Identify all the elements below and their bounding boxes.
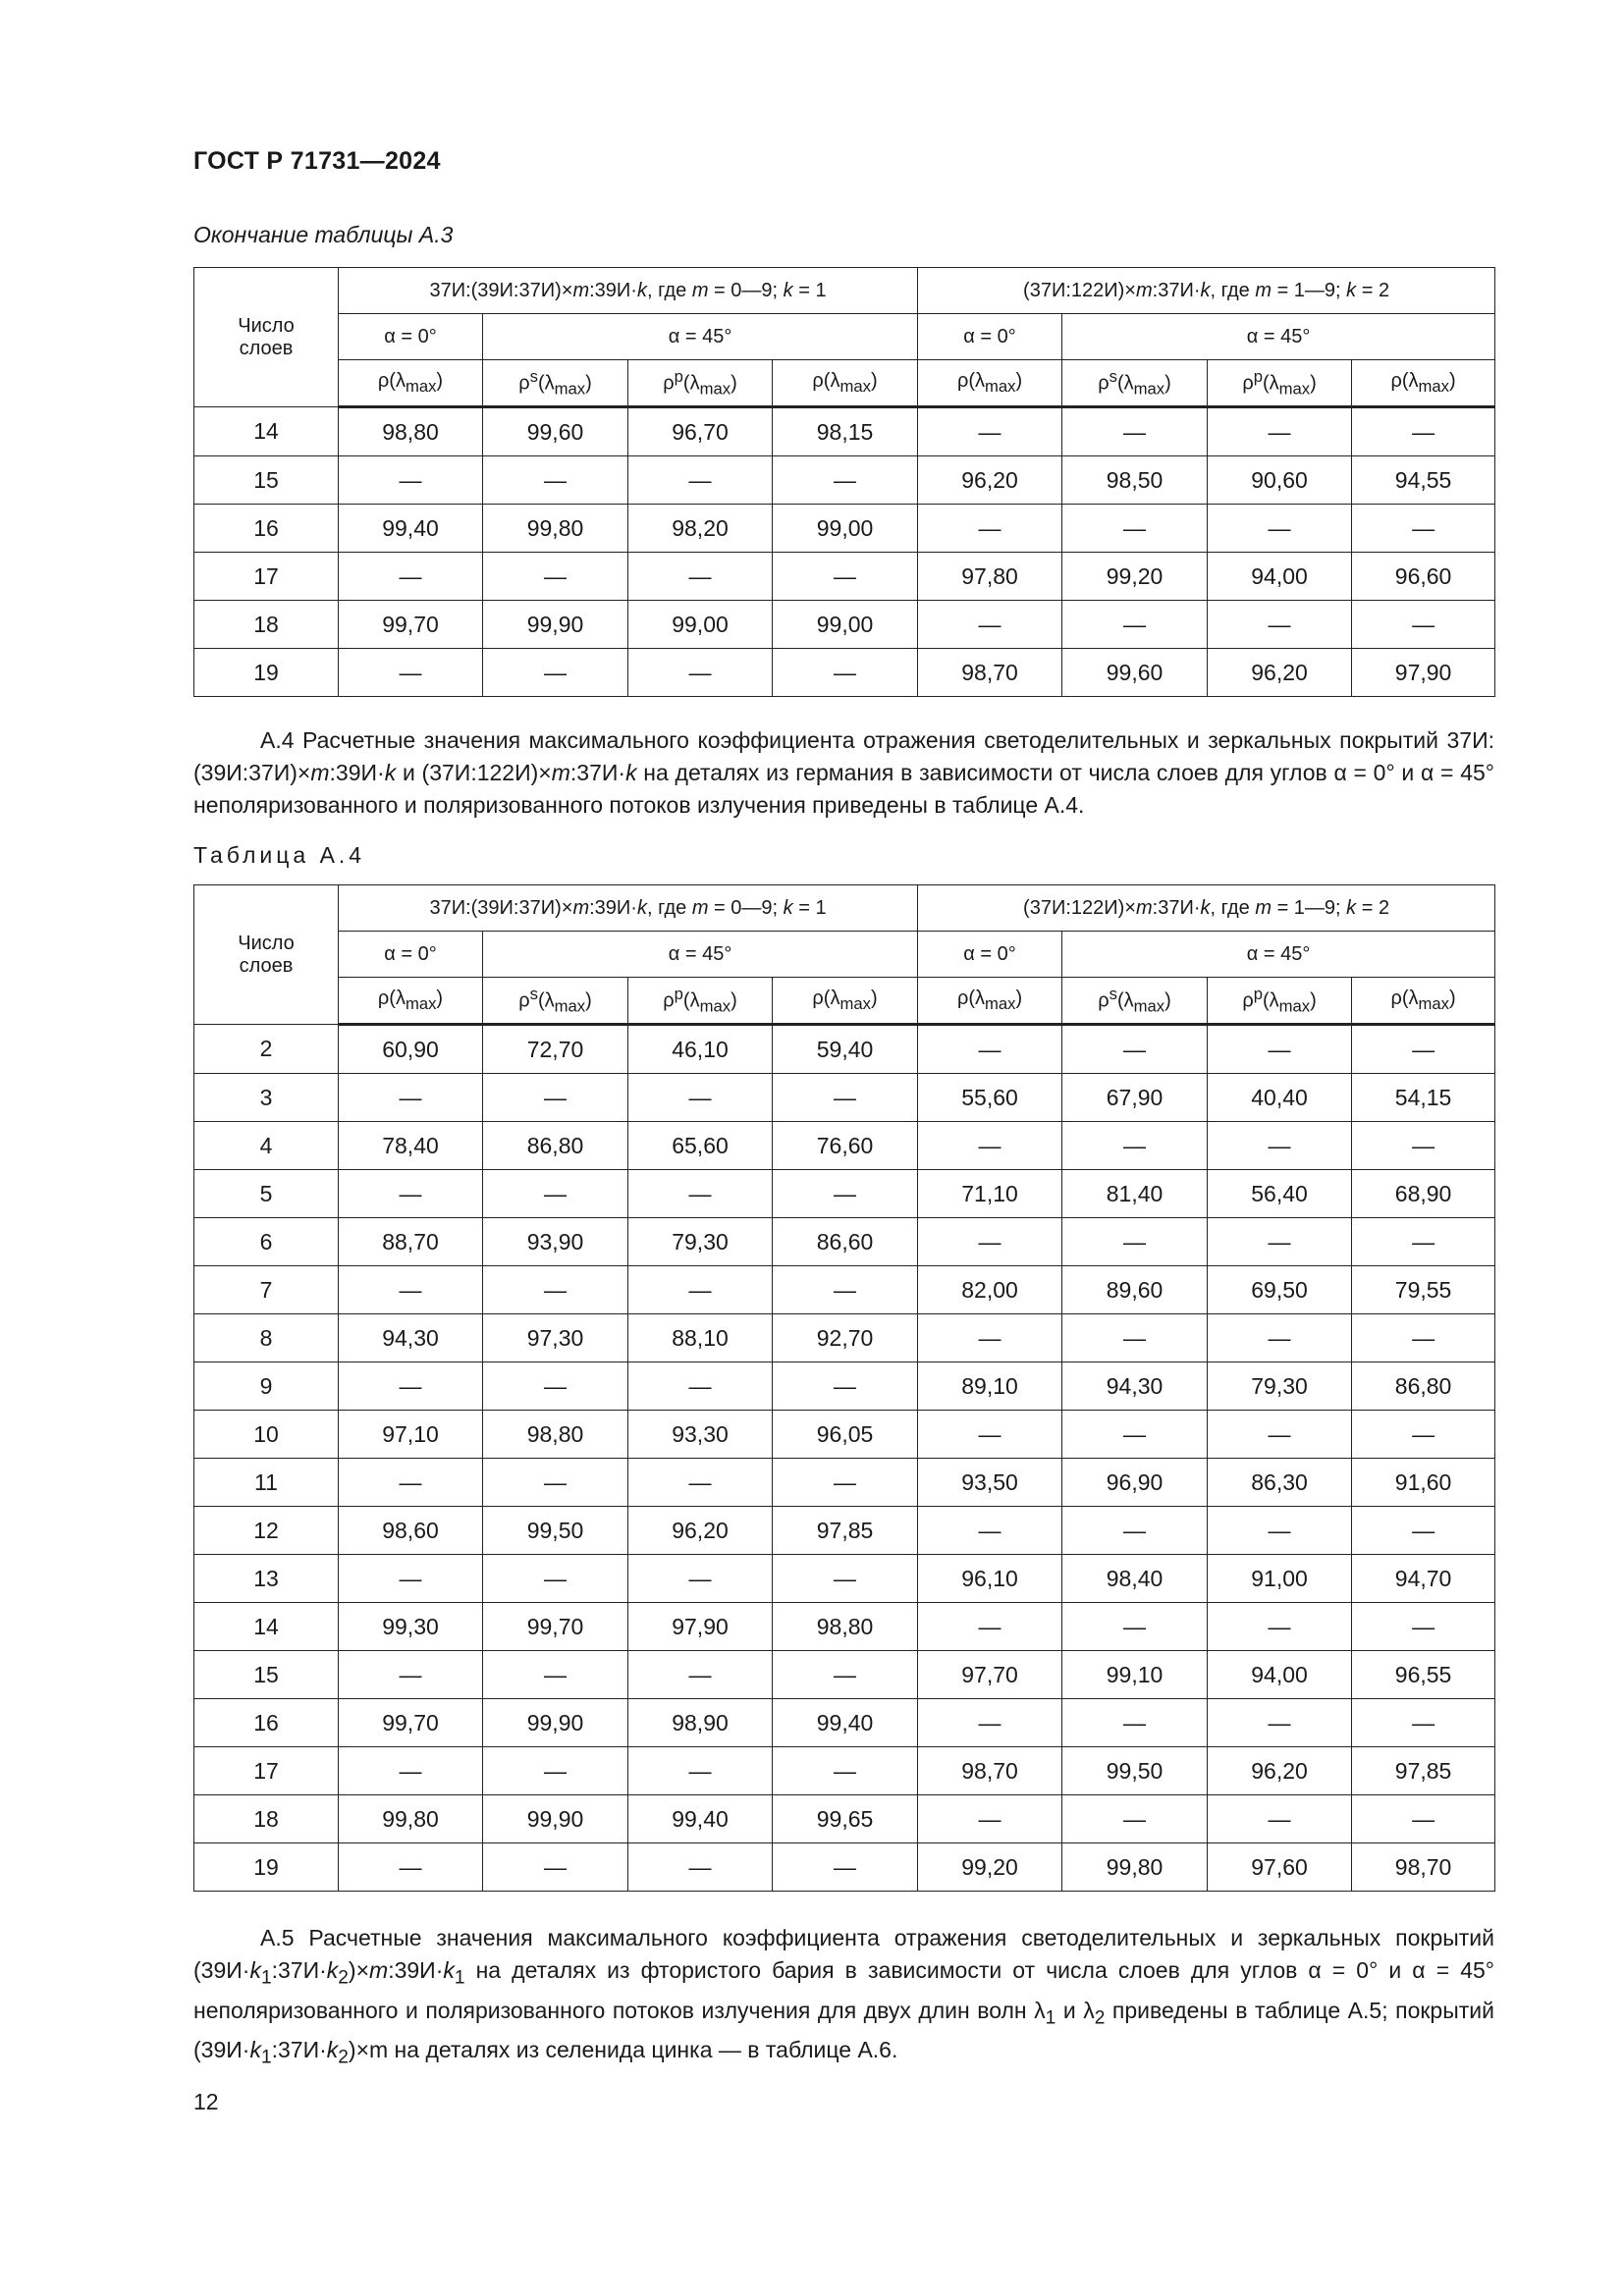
value-cell: 99,90	[483, 1699, 628, 1747]
value-cell: 94,00	[1208, 553, 1352, 601]
value-cell: 71,10	[918, 1170, 1062, 1218]
value-cell: —	[339, 1747, 483, 1795]
layer-count-cell: 7	[194, 1266, 339, 1314]
value-cell: —	[339, 1555, 483, 1603]
value-cell: 92,70	[773, 1314, 918, 1362]
value-cell: —	[1208, 1603, 1352, 1651]
value-cell: —	[773, 649, 918, 697]
value-cell: 99,50	[483, 1507, 628, 1555]
table-row	[194, 1795, 1495, 1843]
value-cell: —	[1062, 505, 1208, 553]
value-cell: —	[339, 649, 483, 697]
value-cell: 72,70	[483, 1025, 628, 1074]
layer-count-cell: 4	[194, 1122, 339, 1170]
value-cell: —	[1208, 1314, 1352, 1362]
value-cell: 99,00	[773, 601, 918, 649]
value-cell: —	[773, 553, 918, 601]
value-cell: —	[918, 1411, 1062, 1459]
value-cell: —	[918, 1122, 1062, 1170]
table-row	[194, 1314, 1495, 1362]
value-cell: —	[1208, 1795, 1352, 1843]
value-cell: —	[1208, 1699, 1352, 1747]
layer-count-cell: 15	[194, 456, 339, 505]
value-cell: 99,40	[773, 1699, 918, 1747]
value-cell: 99,00	[773, 505, 918, 553]
value-cell: —	[483, 456, 628, 505]
value-cell: —	[918, 601, 1062, 649]
value-cell: 99,00	[628, 601, 773, 649]
value-cell: 99,60	[1062, 649, 1208, 697]
value-cell: —	[1352, 1603, 1495, 1651]
value-cell: 96,10	[918, 1555, 1062, 1603]
layers-column-header	[194, 885, 339, 1025]
table-row	[194, 1411, 1495, 1459]
value-cell: 93,50	[918, 1459, 1062, 1507]
layers-label-line1: Число	[238, 932, 295, 954]
value-cell: 98,70	[918, 1747, 1062, 1795]
value-cell: —	[773, 1747, 918, 1795]
table-row	[194, 1362, 1495, 1411]
value-cell: 99,70	[339, 1699, 483, 1747]
value-cell: —	[483, 1747, 628, 1795]
value-cell: 79,55	[1352, 1266, 1495, 1314]
value-cell: —	[773, 1266, 918, 1314]
value-cell: —	[1062, 1314, 1208, 1362]
value-cell: —	[1352, 1218, 1495, 1266]
table-row	[194, 1843, 1495, 1892]
value-cell: 97,30	[483, 1314, 628, 1362]
value-cell: 89,60	[1062, 1266, 1208, 1314]
value-cell: —	[1208, 1025, 1352, 1074]
layers-label-line2: слоев	[239, 337, 294, 359]
value-cell: 59,40	[773, 1025, 918, 1074]
table-a3-caption: Окончание таблицы А.3	[193, 222, 454, 247]
value-cell: 65,60	[628, 1122, 773, 1170]
value-cell: 99,40	[339, 505, 483, 553]
layer-count-cell: 10	[194, 1411, 339, 1459]
table-row	[194, 553, 1495, 601]
value-cell: 81,40	[1062, 1170, 1208, 1218]
table-row	[194, 1507, 1495, 1555]
value-cell: —	[483, 553, 628, 601]
paragraph-a5: А.5 Расчетные значения максимального коэффициента отражения светоделительных и зеркальных покрытий $(39И\cdot k_1:37И\cdot k_2)\times m:39И\cdot k_1$ на деталях из фтористого бария в зависимости от числа слоев для углов α = 0° и α = 45° неполяризованного и поляризованного потоков излучения для двух длин волн $\lambda_1$ и $\lambda_2$ приведены в таблице А.5; покрытий $(39И\cdot k_1:37И\cdot k_2)\times m$ на деталях из селенида цинка — в таблице А.6.	[193, 1925, 1494, 2068]
layer-count-cell: 2	[194, 1025, 339, 1074]
value-cell: 98,90	[628, 1699, 773, 1747]
value-cell: 94,55	[1352, 456, 1495, 505]
value-cell: 99,70	[483, 1603, 628, 1651]
value-cell: 97,90	[628, 1603, 773, 1651]
value-cell: —	[628, 649, 773, 697]
value-cell: —	[918, 1603, 1062, 1651]
value-cell: 97,60	[1208, 1843, 1352, 1892]
value-cell: 99,20	[918, 1843, 1062, 1892]
value-cell: 99,40	[628, 1795, 773, 1843]
angle-45-header: α = 45°	[1062, 314, 1495, 360]
value-cell: 99,60	[483, 407, 628, 456]
value-cell: —	[1062, 1122, 1208, 1170]
value-cell: —	[773, 1459, 918, 1507]
value-cell: 96,90	[1062, 1459, 1208, 1507]
layer-count-cell: 5	[194, 1170, 339, 1218]
value-cell: 97,80	[918, 553, 1062, 601]
value-cell: 96,55	[1352, 1651, 1495, 1699]
value-cell: 93,30	[628, 1411, 773, 1459]
value-cell: —	[918, 1795, 1062, 1843]
value-cell: 67,90	[1062, 1074, 1208, 1122]
table-row	[194, 1122, 1495, 1170]
value-cell: 93,90	[483, 1218, 628, 1266]
table-row	[194, 1699, 1495, 1747]
group1-header: 37И:(39И:37И)×m:39И·k, где m = 0—9; k = 1	[339, 885, 918, 932]
value-cell: —	[483, 1843, 628, 1892]
value-cell: 94,30	[339, 1314, 483, 1362]
value-cell: —	[1062, 1218, 1208, 1266]
rho-s-header: $\rho^s(\lambda_{max})$	[1062, 360, 1208, 407]
layer-count-cell: 18	[194, 601, 339, 649]
layer-count-cell: 18	[194, 1795, 339, 1843]
rho-header: $\rho(\lambda_{max})$	[1352, 360, 1495, 407]
rho-header: $\rho(\lambda_{max})$	[1352, 978, 1495, 1025]
value-cell: 97,70	[918, 1651, 1062, 1699]
value-cell: 54,15	[1352, 1074, 1495, 1122]
value-cell: —	[1208, 1507, 1352, 1555]
value-cell: 79,30	[628, 1218, 773, 1266]
value-cell: —	[339, 1459, 483, 1507]
rho-s-header: $\rho^s(\lambda_{max})$	[483, 978, 628, 1025]
value-cell: —	[1062, 1507, 1208, 1555]
table-a3-body	[194, 407, 1495, 697]
value-cell: 91,60	[1352, 1459, 1495, 1507]
table-row	[194, 601, 1495, 649]
table-a4-caption: Таблица А.4	[193, 842, 366, 868]
layer-count-cell: 15	[194, 1651, 339, 1699]
value-cell: 96,05	[773, 1411, 918, 1459]
layers-label-line2: слоев	[239, 954, 294, 977]
value-cell: —	[918, 1507, 1062, 1555]
table-row	[194, 1603, 1495, 1651]
table-row	[194, 1218, 1495, 1266]
table-row	[194, 1555, 1495, 1603]
value-cell: —	[483, 649, 628, 697]
value-cell: —	[339, 1266, 483, 1314]
layer-count-cell: 9	[194, 1362, 339, 1411]
table-a3	[193, 267, 1495, 697]
value-cell: 96,70	[628, 407, 773, 456]
value-cell: 86,80	[483, 1122, 628, 1170]
table-a4-header	[194, 885, 1495, 1025]
table-a4	[193, 884, 1495, 1892]
value-cell: 98,15	[773, 407, 918, 456]
table-row	[194, 1025, 1495, 1074]
rho-header: $\rho(\lambda_{max})$	[339, 978, 483, 1025]
paragraph-a4: А.4 Расчетные значения максимального коэффициента отражения светоделительных и зеркальных покрытий 37И:(39И:37И)×m:39И·k и (37И:122И)×m:37И·k на деталях из германия в зависимости от числа слоев для углов α = 0° и α = 45° неполяризованного и поляризованного потоков излучения приведены в таблице А.4.	[193, 727, 1494, 818]
table-row	[194, 1266, 1495, 1314]
value-cell: —	[339, 1074, 483, 1122]
value-cell: 99,80	[483, 505, 628, 553]
value-cell: —	[1352, 1025, 1495, 1074]
value-cell: 46,10	[628, 1025, 773, 1074]
value-cell: —	[1208, 1218, 1352, 1266]
value-cell: 88,10	[628, 1314, 773, 1362]
layer-count-cell: 19	[194, 649, 339, 697]
table-a4-body	[194, 1025, 1495, 1892]
value-cell: —	[1062, 1603, 1208, 1651]
value-cell: 99,30	[339, 1603, 483, 1651]
value-cell: —	[918, 1314, 1062, 1362]
value-cell: 98,20	[628, 505, 773, 553]
value-cell: 99,80	[339, 1795, 483, 1843]
layer-count-cell: 6	[194, 1218, 339, 1266]
table-row	[194, 505, 1495, 553]
table-a3-header	[194, 268, 1495, 407]
value-cell: 88,70	[339, 1218, 483, 1266]
value-cell: —	[773, 1555, 918, 1603]
value-cell: 98,40	[1062, 1555, 1208, 1603]
rho-p-header: $\rho^p(\lambda_{max})$	[1208, 360, 1352, 407]
rho-header: $\rho(\lambda_{max})$	[773, 360, 918, 407]
value-cell: —	[1062, 407, 1208, 456]
value-cell: 96,20	[628, 1507, 773, 1555]
layers-label-line1: Число	[238, 314, 295, 337]
value-cell: 99,80	[1062, 1843, 1208, 1892]
value-cell: —	[1208, 1122, 1352, 1170]
layers-column-header	[194, 268, 339, 407]
value-cell: —	[1352, 1795, 1495, 1843]
layer-count-cell: 8	[194, 1314, 339, 1362]
value-cell: —	[628, 1459, 773, 1507]
value-cell: 99,10	[1062, 1651, 1208, 1699]
layer-count-cell: 14	[194, 407, 339, 456]
table-row	[194, 1459, 1495, 1507]
value-cell: —	[918, 1025, 1062, 1074]
value-cell: —	[1208, 407, 1352, 456]
value-cell: —	[339, 456, 483, 505]
value-cell: —	[628, 1843, 773, 1892]
value-cell: —	[773, 1170, 918, 1218]
table-row	[194, 1074, 1495, 1122]
value-cell: —	[628, 1362, 773, 1411]
value-cell: —	[1352, 1314, 1495, 1362]
value-cell: 79,30	[1208, 1362, 1352, 1411]
value-cell: —	[339, 1843, 483, 1892]
rho-p-header: $\rho^p(\lambda_{max})$	[628, 978, 773, 1025]
value-cell: 99,70	[339, 601, 483, 649]
value-cell: 86,80	[1352, 1362, 1495, 1411]
value-cell: —	[628, 456, 773, 505]
value-cell: 96,60	[1352, 553, 1495, 601]
angle-45-header: α = 45°	[1062, 932, 1495, 978]
value-cell: —	[918, 1699, 1062, 1747]
value-cell: —	[1208, 1411, 1352, 1459]
value-cell: —	[918, 1218, 1062, 1266]
value-cell: 76,60	[773, 1122, 918, 1170]
rho-header: $\rho(\lambda_{max})$	[918, 978, 1062, 1025]
value-cell: 89,10	[918, 1362, 1062, 1411]
value-cell: 96,20	[1208, 649, 1352, 697]
value-cell: 96,20	[1208, 1747, 1352, 1795]
value-cell: —	[773, 1843, 918, 1892]
angle-0-header: α = 0°	[339, 932, 483, 978]
value-cell: —	[483, 1459, 628, 1507]
layer-count-cell: 14	[194, 1603, 339, 1651]
value-cell: —	[628, 1266, 773, 1314]
table-row	[194, 407, 1495, 456]
rho-s-header: $\rho^s(\lambda_{max})$	[483, 360, 628, 407]
value-cell: —	[483, 1555, 628, 1603]
value-cell: —	[483, 1362, 628, 1411]
value-cell: 99,20	[1062, 553, 1208, 601]
value-cell: —	[483, 1651, 628, 1699]
value-cell: 98,80	[483, 1411, 628, 1459]
value-cell: 99,50	[1062, 1747, 1208, 1795]
value-cell: 98,70	[918, 649, 1062, 697]
value-cell: 86,60	[773, 1218, 918, 1266]
angle-45-header: α = 45°	[483, 314, 918, 360]
table-row	[194, 1747, 1495, 1795]
value-cell: 97,85	[773, 1507, 918, 1555]
value-cell: —	[1062, 1795, 1208, 1843]
value-cell: —	[339, 1651, 483, 1699]
angle-0-header: α = 0°	[918, 314, 1062, 360]
table-row	[194, 1651, 1495, 1699]
value-cell: —	[628, 553, 773, 601]
value-cell: —	[1208, 505, 1352, 553]
value-cell: —	[628, 1555, 773, 1603]
value-cell: —	[773, 456, 918, 505]
value-cell: —	[1208, 601, 1352, 649]
value-cell: —	[1352, 1411, 1495, 1459]
value-cell: 98,50	[1062, 456, 1208, 505]
value-cell: 56,40	[1208, 1170, 1352, 1218]
page-number: 12	[193, 2089, 219, 2114]
value-cell: 60,90	[339, 1025, 483, 1074]
value-cell: —	[628, 1747, 773, 1795]
value-cell: 97,85	[1352, 1747, 1495, 1795]
value-cell: —	[1352, 1122, 1495, 1170]
value-cell: —	[918, 505, 1062, 553]
rho-header: $\rho(\lambda_{max})$	[773, 978, 918, 1025]
value-cell: —	[1352, 407, 1495, 456]
value-cell: 98,70	[1352, 1843, 1495, 1892]
value-cell: —	[628, 1170, 773, 1218]
value-cell: —	[339, 1362, 483, 1411]
value-cell: —	[483, 1074, 628, 1122]
layer-count-cell: 16	[194, 1699, 339, 1747]
value-cell: 69,50	[1208, 1266, 1352, 1314]
value-cell: 94,00	[1208, 1651, 1352, 1699]
layer-count-cell: 17	[194, 1747, 339, 1795]
value-cell: 55,60	[918, 1074, 1062, 1122]
rho-s-header: $\rho^s(\lambda_{max})$	[1062, 978, 1208, 1025]
value-cell: 94,70	[1352, 1555, 1495, 1603]
value-cell: —	[628, 1074, 773, 1122]
angle-0-header: α = 0°	[918, 932, 1062, 978]
value-cell: 68,90	[1352, 1170, 1495, 1218]
document-id-header: ГОСТ Р 71731—2024	[193, 147, 441, 175]
layer-count-cell: 3	[194, 1074, 339, 1122]
rho-header: $\rho(\lambda_{max})$	[339, 360, 483, 407]
value-cell: —	[1352, 601, 1495, 649]
value-cell: 99,65	[773, 1795, 918, 1843]
value-cell: —	[773, 1651, 918, 1699]
angle-0-header: α = 0°	[339, 314, 483, 360]
value-cell: 90,60	[1208, 456, 1352, 505]
layer-count-cell: 11	[194, 1459, 339, 1507]
value-cell: —	[773, 1074, 918, 1122]
value-cell: —	[339, 1170, 483, 1218]
value-cell: 91,00	[1208, 1555, 1352, 1603]
layer-count-cell: 17	[194, 553, 339, 601]
group2-header: (37И:122И)×m:37И·k, где m = 1—9; k = 2	[918, 885, 1495, 932]
value-cell: 97,90	[1352, 649, 1495, 697]
rho-p-header: $\rho^p(\lambda_{max})$	[628, 360, 773, 407]
value-cell: —	[918, 407, 1062, 456]
value-cell: 98,60	[339, 1507, 483, 1555]
angle-45-header: α = 45°	[483, 932, 918, 978]
value-cell: 98,80	[773, 1603, 918, 1651]
value-cell: —	[1352, 1507, 1495, 1555]
value-cell: 40,40	[1208, 1074, 1352, 1122]
layer-count-cell: 16	[194, 505, 339, 553]
value-cell: —	[339, 553, 483, 601]
layer-count-cell: 19	[194, 1843, 339, 1892]
value-cell: —	[628, 1651, 773, 1699]
group1-header: 37И:(39И:37И)×m:39И·k, где m = 0—9; k = 1	[339, 268, 918, 314]
layer-count-cell: 12	[194, 1507, 339, 1555]
value-cell: —	[1062, 1699, 1208, 1747]
rho-header: $\rho(\lambda_{max})$	[918, 360, 1062, 407]
value-cell: 86,30	[1208, 1459, 1352, 1507]
table-row	[194, 1170, 1495, 1218]
value-cell: 97,10	[339, 1411, 483, 1459]
value-cell: —	[1352, 505, 1495, 553]
value-cell: —	[1062, 1411, 1208, 1459]
value-cell: 96,20	[918, 456, 1062, 505]
value-cell: —	[773, 1362, 918, 1411]
value-cell: 94,30	[1062, 1362, 1208, 1411]
value-cell: —	[1352, 1699, 1495, 1747]
value-cell: 98,80	[339, 407, 483, 456]
value-cell: —	[483, 1266, 628, 1314]
table-row	[194, 649, 1495, 697]
value-cell: 99,90	[483, 601, 628, 649]
value-cell: 78,40	[339, 1122, 483, 1170]
value-cell: —	[1062, 601, 1208, 649]
group2-header: (37И:122И)×m:37И·k, где m = 1—9; k = 2	[918, 268, 1495, 314]
value-cell: —	[483, 1170, 628, 1218]
value-cell: —	[1062, 1025, 1208, 1074]
table-row	[194, 456, 1495, 505]
layer-count-cell: 13	[194, 1555, 339, 1603]
rho-p-header: $\rho^p(\lambda_{max})$	[1208, 978, 1352, 1025]
value-cell: 82,00	[918, 1266, 1062, 1314]
value-cell: 99,90	[483, 1795, 628, 1843]
